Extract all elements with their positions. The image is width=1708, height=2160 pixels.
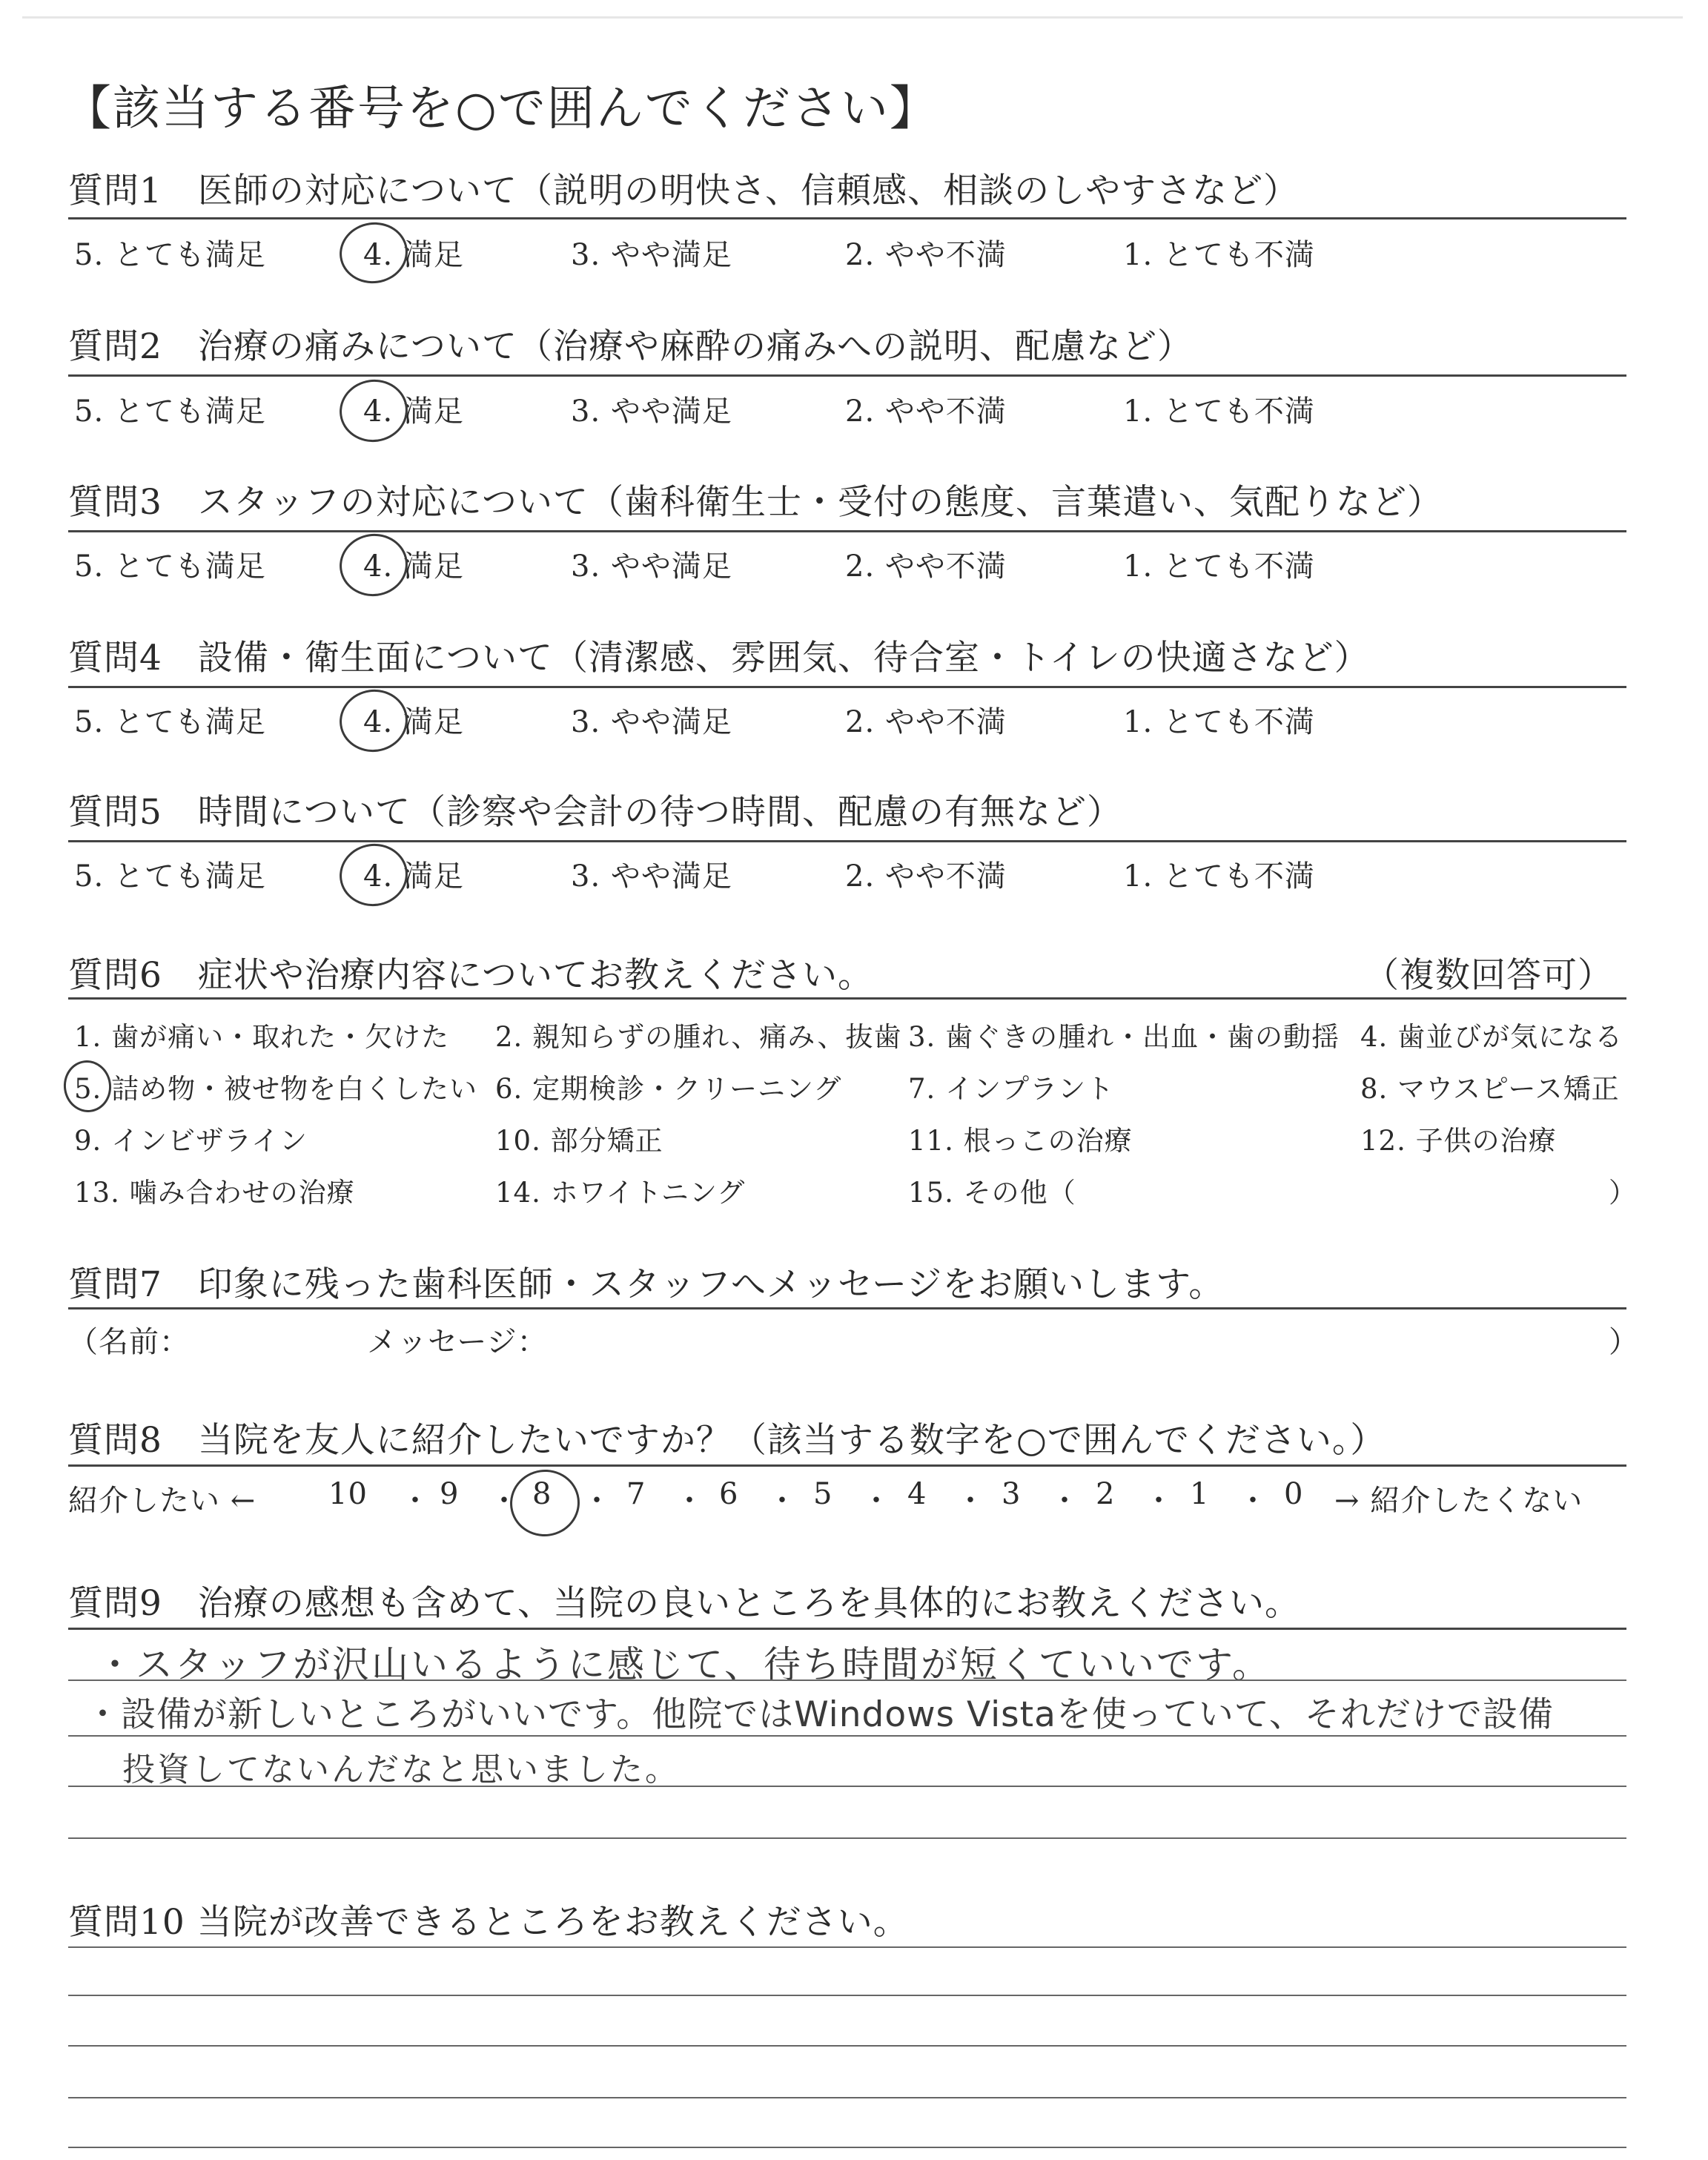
symptom-option-3[interactable]: 3. 歯ぐきの腫れ・出血・歯の動揺 — [908, 1021, 1340, 1053]
divider — [68, 530, 1626, 532]
rating-option-1[interactable]: 1. とても不満 — [1123, 705, 1315, 739]
question-heading: 質問9 治療の感想も含めて、当院の良いところを具体的にお教えください。 — [68, 1583, 1300, 1624]
page-title: 【該当する番号を○で囲んでください】 — [64, 82, 939, 136]
symptom-option-6[interactable]: 6. 定期検診・クリーニング — [495, 1073, 842, 1105]
question-heading: 質問7 印象に残った歯科医師・スタッフへメッセージをお願いします。 — [68, 1264, 1225, 1305]
handwritten-circle-mark — [336, 375, 412, 446]
symptom-option-13[interactable]: 13. 噛み合わせの治療 — [74, 1177, 355, 1209]
rating-option-2[interactable]: 2. やや不満 — [845, 549, 1007, 584]
rating-option-4[interactable]: 4. 満足 — [363, 859, 464, 894]
rating-option-2[interactable]: 2. やや不満 — [845, 859, 1007, 894]
scale-3[interactable]: 3 — [1002, 1477, 1022, 1511]
rating-option-5[interactable]: 5. とても満足 — [74, 859, 266, 894]
divider — [68, 1307, 1626, 1309]
name-label: （名前： — [68, 1325, 190, 1359]
question-heading: 質問6 症状や治療内容についてお教えください。 — [68, 955, 873, 996]
divider — [68, 374, 1626, 377]
scale-dot: ・ — [861, 1484, 892, 1518]
writing-line — [68, 1735, 1626, 1737]
question-heading: 質問5 時間について（診察や会計の待つ時間、配慮の有無など） — [68, 792, 1122, 833]
writing-line — [68, 1786, 1626, 1787]
handwritten-answer-line-2: ・設備が新しいところがいいです。他院ではWindows Vistaを使っていて、それだけで設備 — [85, 1694, 1554, 1735]
rating-option-4[interactable]: 4. 満足 — [363, 705, 464, 739]
rating-option-3[interactable]: 3. やや満足 — [571, 549, 732, 584]
scale-9[interactable]: 9 — [440, 1477, 460, 1511]
scale-6[interactable]: 6 — [719, 1477, 739, 1511]
writing-line — [68, 2147, 1626, 2148]
scale-dot: ・ — [582, 1484, 612, 1518]
divider — [68, 1628, 1626, 1630]
scale-5[interactable]: 5 — [813, 1477, 833, 1511]
symptom-option-2[interactable]: 2. 親知らずの腫れ、痛み、抜歯 — [495, 1021, 902, 1053]
rating-option-2[interactable]: 2. やや不満 — [845, 394, 1007, 429]
divider — [68, 997, 1626, 1000]
scale-0[interactable]: 0 — [1284, 1477, 1304, 1511]
symptom-option-14[interactable]: 14. ホワイトニング — [495, 1177, 746, 1209]
recommend-right-label: → 紹介したくない — [1334, 1484, 1583, 1518]
question-heading: 質問8 当院を友人に紹介したいですか？（該当する数字を○で囲んでください。） — [68, 1420, 1386, 1461]
writing-line — [68, 1995, 1626, 1996]
divider — [68, 840, 1626, 842]
question-heading: 質問3 スタッフの対応について（歯科衛生士・受付の態度、言葉遣い、気配りなど） — [68, 482, 1443, 523]
rating-option-4[interactable]: 4. 満足 — [363, 238, 464, 272]
scale-dot: ・ — [1050, 1484, 1080, 1518]
scale-10[interactable]: 10 — [328, 1477, 368, 1511]
symptom-option-15[interactable]: 15. その他（ — [908, 1177, 1076, 1209]
scale-1[interactable]: 1 — [1190, 1477, 1210, 1511]
rating-option-5[interactable]: 5. とても満足 — [74, 549, 266, 584]
rating-option-5[interactable]: 5. とても満足 — [74, 705, 266, 739]
divider — [68, 217, 1626, 219]
recommend-left-label: 紹介したい ← — [68, 1484, 256, 1518]
symptom-option-1[interactable]: 1. 歯が痛い・取れた・欠けた — [74, 1021, 450, 1053]
question-heading: 質問10 当院が改善できるところをお教えください。 — [68, 1902, 909, 1943]
handwritten-circle-mark — [336, 839, 412, 911]
rating-option-2[interactable]: 2. やや不満 — [845, 238, 1007, 272]
scale-dot: ・ — [489, 1484, 520, 1518]
symptom-option-11[interactable]: 11. 根っこの治療 — [908, 1125, 1133, 1157]
question-heading: 質問4 設備・衛生面について（清潔感、雰囲気、待合室・トイレの快適さなど） — [68, 638, 1370, 678]
symptom-option-4[interactable]: 4. 歯並びが気になる — [1360, 1021, 1623, 1053]
handwritten-circle-mark — [336, 685, 412, 756]
symptom-option-5[interactable]: 5. 詰め物・被せ物を白くしたい — [74, 1073, 478, 1105]
question-heading: 質問2 治療の痛みについて（治療や麻酔の痛みへの説明、配慮など） — [68, 326, 1194, 367]
scale-dot: ・ — [1238, 1484, 1268, 1518]
handwritten-answer-line-3: 投資してないんだなと思いました。 — [122, 1751, 680, 1789]
rating-option-1[interactable]: 1. とても不満 — [1123, 549, 1315, 584]
handwritten-answer-line-1: ・スタッフが沢山いるように感じて、待ち時間が短くていいです。 — [96, 1643, 1271, 1686]
rating-option-3[interactable]: 3. やや満足 — [571, 705, 732, 739]
message-label: メッセージ： — [367, 1325, 548, 1359]
divider — [68, 1464, 1626, 1467]
writing-line — [68, 1680, 1626, 1681]
handwritten-circle-mark — [336, 529, 412, 601]
scale-dot: ・ — [400, 1484, 431, 1518]
rating-option-1[interactable]: 1. とても不満 — [1123, 238, 1315, 272]
scale-2[interactable]: 2 — [1096, 1477, 1116, 1511]
rating-option-3[interactable]: 3. やや満足 — [571, 394, 732, 429]
rating-option-5[interactable]: 5. とても満足 — [74, 394, 266, 429]
scan-edge — [22, 16, 1683, 19]
rating-option-5[interactable]: 5. とても満足 — [74, 238, 266, 272]
writing-line — [68, 1946, 1626, 1948]
rating-option-1[interactable]: 1. とても不満 — [1123, 394, 1315, 429]
scale-dot: ・ — [1144, 1484, 1174, 1518]
symptom-option-9[interactable]: 9. インビザライン — [74, 1125, 308, 1157]
writing-line — [68, 2045, 1626, 2047]
scale-dot: ・ — [675, 1484, 705, 1518]
rating-option-4[interactable]: 4. 満足 — [363, 549, 464, 584]
divider — [68, 686, 1626, 688]
message-close-paren: ） — [1609, 1325, 1639, 1359]
symptom-option-10[interactable]: 10. 部分矯正 — [495, 1125, 663, 1157]
scale-8[interactable]: 8 — [532, 1477, 552, 1511]
scale-7[interactable]: 7 — [626, 1477, 646, 1511]
writing-line — [68, 1837, 1626, 1839]
writing-line — [68, 2097, 1626, 2098]
other-close-paren: ） — [1609, 1177, 1637, 1209]
scale-4[interactable]: 4 — [907, 1477, 927, 1511]
rating-option-3[interactable]: 3. やや満足 — [571, 859, 732, 894]
rating-option-2[interactable]: 2. やや不満 — [845, 705, 1007, 739]
multiple-answers-note: （複数回答可） — [1364, 955, 1613, 996]
symptom-option-8[interactable]: 8. マウスピース矯正 — [1360, 1073, 1620, 1105]
symptom-option-12[interactable]: 12. 子供の治療 — [1360, 1125, 1557, 1157]
rating-option-1[interactable]: 1. とても不満 — [1123, 859, 1315, 894]
rating-option-4[interactable]: 4. 満足 — [363, 394, 464, 429]
scale-dot: ・ — [956, 1484, 986, 1518]
question-heading: 質問1 医師の対応について（説明の明快さ、信頼感、相談のしやすさなど） — [68, 171, 1300, 211]
handwritten-circle-mark — [336, 218, 412, 288]
rating-option-3[interactable]: 3. やや満足 — [571, 238, 732, 272]
scale-dot: ・ — [767, 1484, 798, 1518]
symptom-option-7[interactable]: 7. インプラント — [908, 1073, 1115, 1105]
